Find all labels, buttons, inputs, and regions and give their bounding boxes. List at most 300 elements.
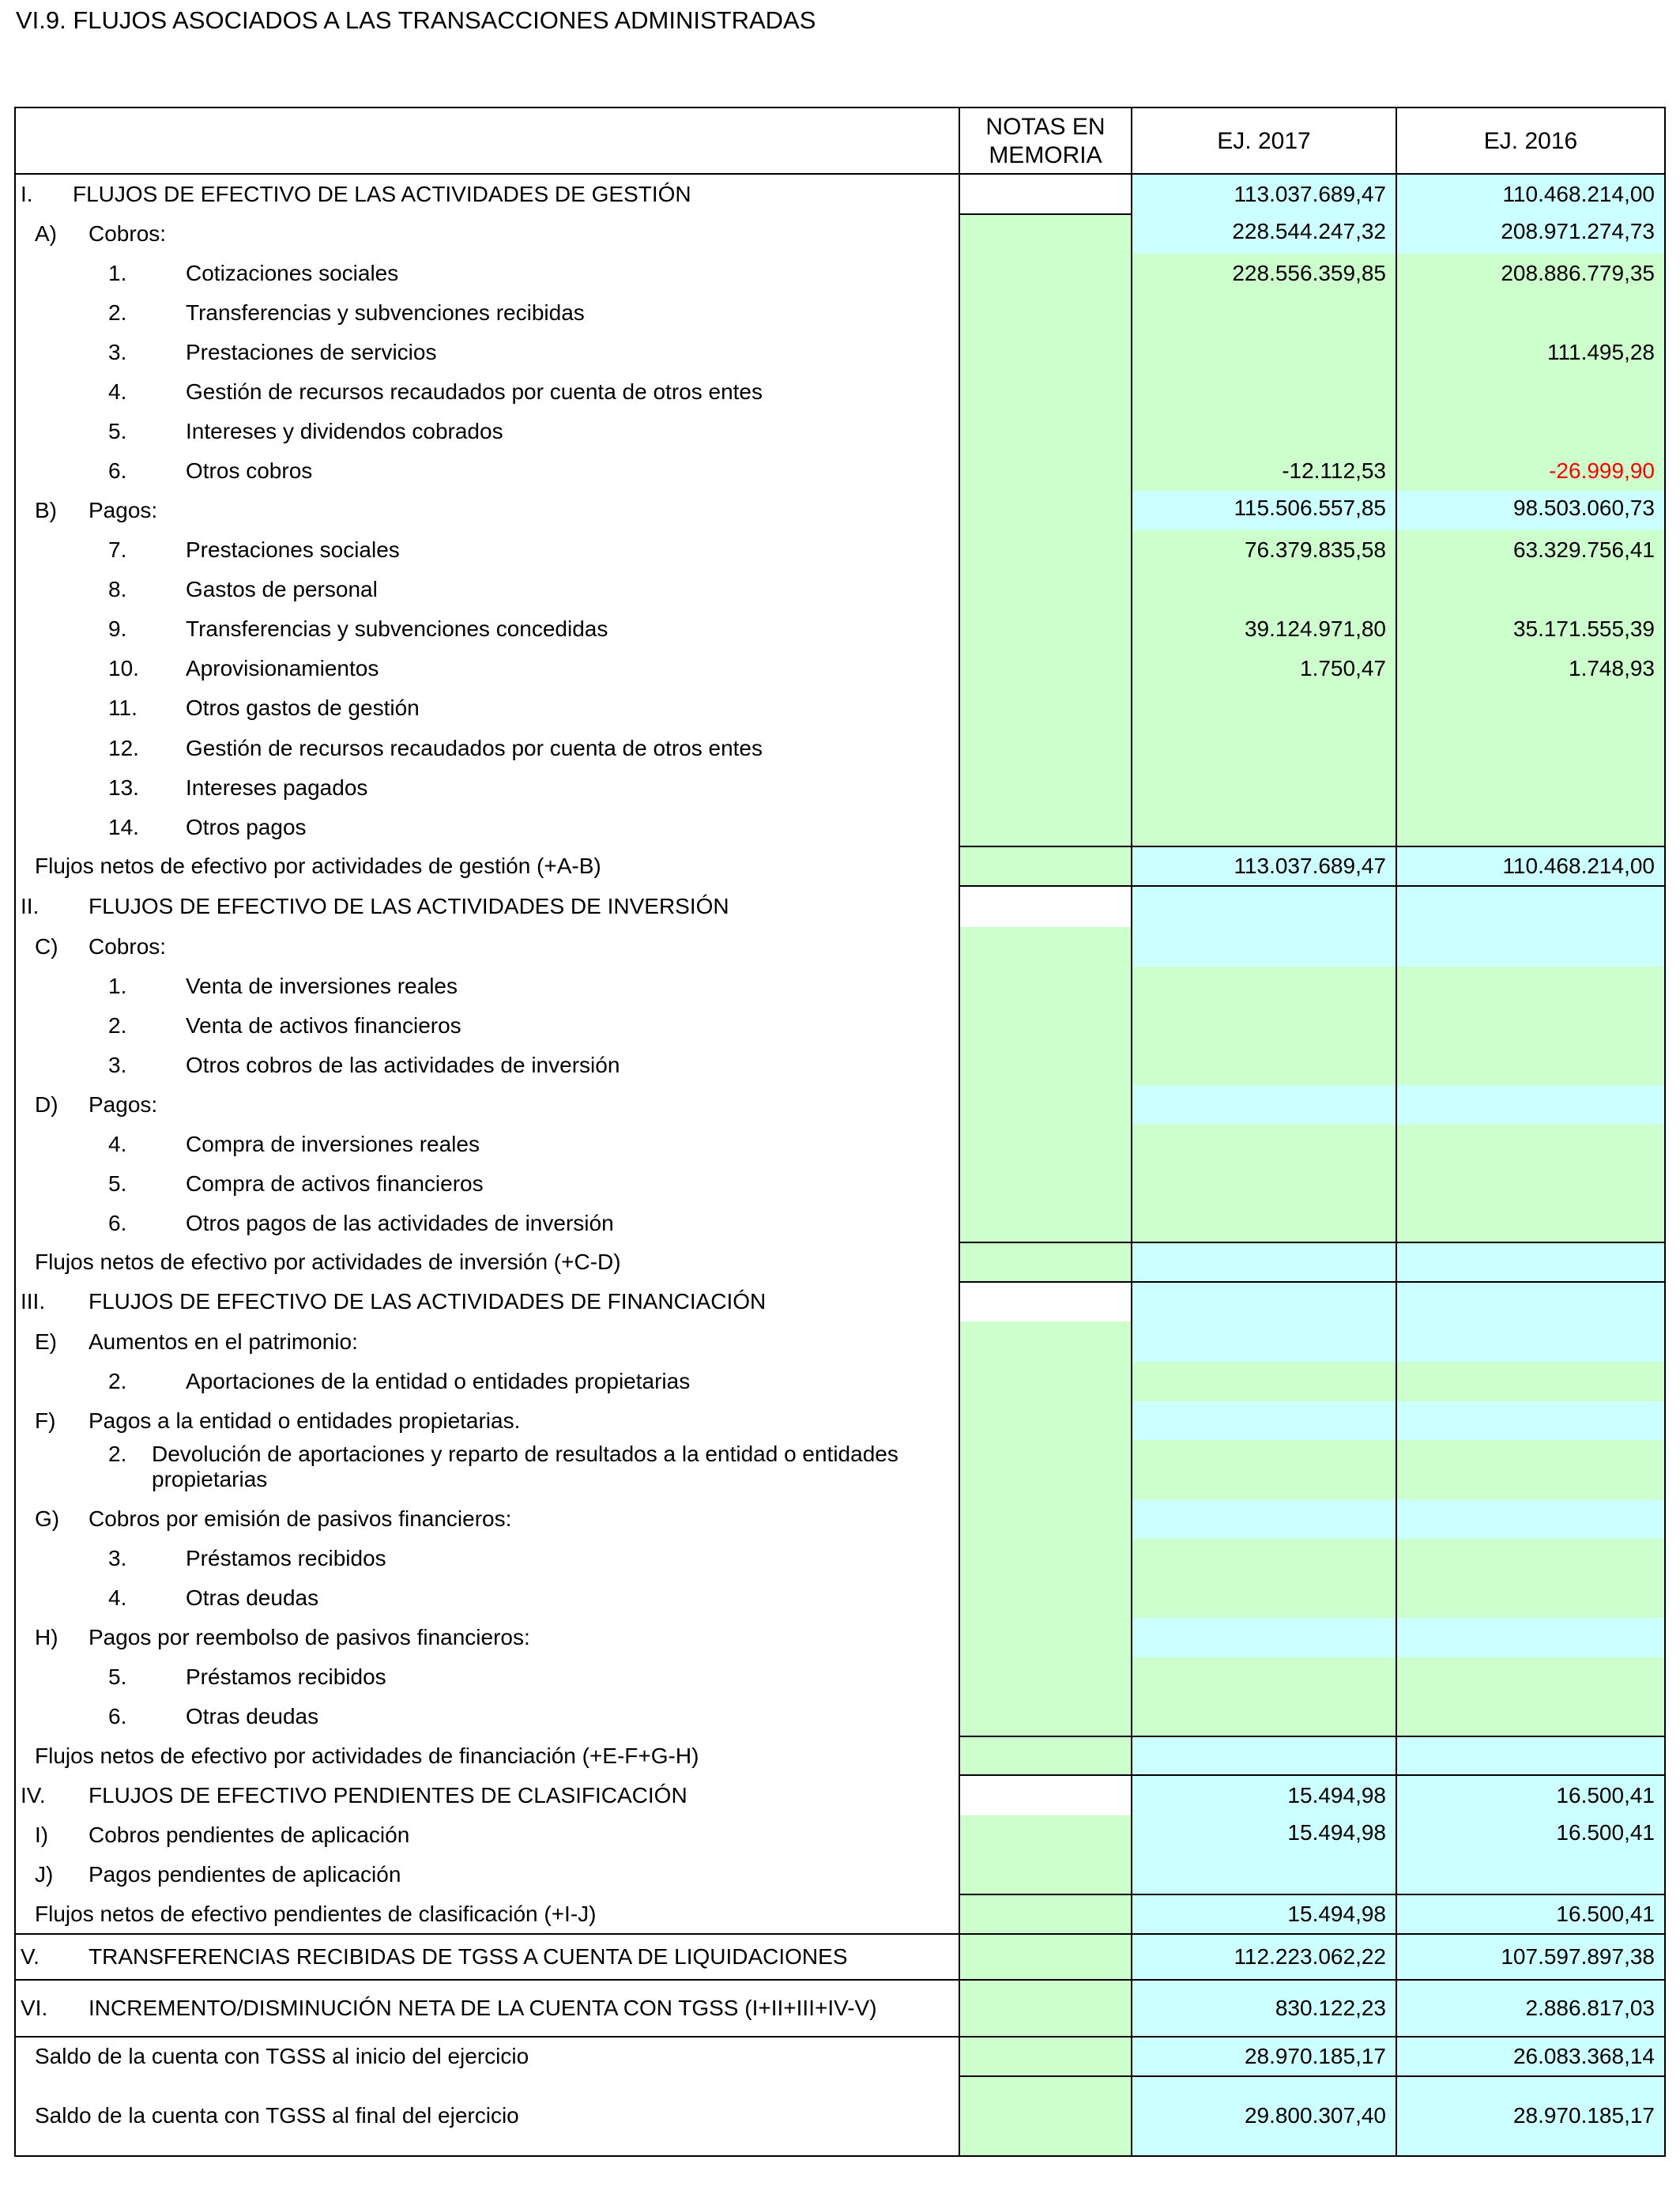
ej2016-cell	[1397, 1736, 1664, 1775]
row-code: 11.	[108, 696, 137, 720]
row-label: Prestaciones sociales	[186, 537, 400, 562]
row-rule	[16, 1933, 1664, 1935]
ej2017-cell	[1132, 451, 1396, 491]
row-label: Flujos netos de efectivo pendientes de clasificación (+I-J)	[35, 1902, 597, 1926]
notas-cell	[960, 1618, 1131, 1657]
row-rule	[960, 1281, 1664, 1283]
notas-cell	[960, 609, 1131, 649]
table-row	[16, 530, 1664, 570]
header-notas-line2: MEMORIA	[989, 141, 1102, 168]
ej2016-cell	[1397, 1934, 1664, 1980]
value-2017: 228.556.359,85	[1232, 260, 1386, 285]
table-row	[16, 570, 1664, 609]
ej2016-cell	[1397, 886, 1664, 927]
ej2017-cell	[1132, 1618, 1396, 1657]
row-rule	[960, 846, 1664, 847]
row-code: A)	[35, 221, 57, 246]
notas-cell	[960, 1085, 1131, 1125]
ej2016-cell	[1397, 1499, 1664, 1539]
ej2017-cell	[1132, 688, 1396, 728]
table-row	[16, 333, 1664, 372]
value-2017: 28.970.185,17	[1244, 2044, 1386, 2068]
ej2016-cell	[1397, 174, 1664, 214]
table-row	[16, 609, 1664, 649]
value-2017: -12.112,53	[1282, 458, 1386, 483]
row-code: II.	[21, 894, 40, 918]
notas-cell	[960, 2076, 1131, 2155]
notas-cell	[960, 1006, 1131, 1046]
value-2016: 111.495,28	[1547, 340, 1655, 364]
row-label: FLUJOS DE EFECTIVO DE LAS ACTIVIDADES DE GESTIÓN	[73, 181, 691, 206]
row-label: Venta de activos financieros	[186, 1013, 461, 1038]
ej2016-cell	[1397, 1815, 1664, 1855]
ej2016-cell	[1397, 1539, 1664, 1578]
value-2016: 98.503.060,73	[1512, 496, 1655, 520]
value-2016: 63.329.756,41	[1512, 537, 1655, 562]
ej2017-cell	[1132, 1164, 1396, 1204]
ej2016-cell	[1397, 2037, 1664, 2076]
table-row	[16, 967, 1664, 1006]
ej2016-cell	[1397, 214, 1664, 254]
value-2016: 16.500,41	[1556, 1782, 1655, 1808]
ej2017-cell	[1132, 491, 1396, 530]
ej2016-cell	[1397, 1401, 1664, 1440]
row-code: 2.	[108, 1013, 127, 1038]
notas-cell	[960, 1815, 1131, 1855]
row-rule	[16, 2036, 1664, 2038]
table-row	[16, 1539, 1664, 1578]
ej2016-cell	[1397, 1085, 1664, 1125]
notas-cell	[960, 1125, 1131, 1164]
table-row	[16, 2037, 1664, 2076]
row-label: Venta de inversiones reales	[186, 974, 458, 998]
row-label: Otros cobros de las actividades de inversión	[186, 1053, 620, 1077]
ej2016-cell	[1397, 1440, 1664, 1499]
table-row	[16, 808, 1664, 846]
row-code: 6.	[108, 458, 127, 483]
notas-cell	[960, 451, 1131, 491]
row-label: Otros cobros	[186, 458, 313, 483]
ej2017-cell	[1132, 1321, 1396, 1362]
header-ej2017: EJ. 2017	[1217, 127, 1311, 154]
row-code: 10.	[108, 656, 139, 680]
row-rule	[960, 1736, 1664, 1737]
ej2017-cell	[1132, 1539, 1396, 1578]
row-code: 1.	[108, 260, 127, 285]
row-label: Compra de activos financieros	[186, 1171, 484, 1196]
value-2017: 830.122,23	[1275, 1996, 1386, 2020]
row-label: Otras deudas	[186, 1704, 319, 1728]
row-label: Saldo de la cuenta con TGSS al inicio del ejercicio	[35, 2044, 529, 2068]
ej2017-cell	[1132, 1046, 1396, 1085]
table-row	[16, 1736, 1664, 1775]
notas-cell	[960, 292, 1131, 333]
row-code: 4.	[108, 1132, 127, 1156]
ej2016-cell	[1397, 728, 1664, 768]
table-row	[16, 1578, 1664, 1618]
row-rule	[16, 1979, 1664, 1981]
row-rule	[960, 1774, 1664, 1776]
notas-cell	[960, 1204, 1131, 1242]
row-label: Devolución de aportaciones y reparto de resultados a la entidad o entidades propietarias	[152, 1442, 898, 1491]
value-2017: 15.494,98	[1287, 1902, 1386, 1926]
header-notas-line1: NOTAS EN	[985, 113, 1106, 140]
row-label: Cobros pendientes de aplicación	[89, 1823, 410, 1847]
notas-cell	[960, 967, 1131, 1006]
table-row	[16, 1980, 1664, 2037]
table-row	[16, 1282, 1664, 1321]
table-row	[16, 1499, 1664, 1539]
value-2016: 110.468.214,00	[1502, 854, 1655, 878]
ej2017-cell	[1132, 530, 1396, 570]
row-code: 9.	[108, 616, 127, 641]
ej2016-cell	[1397, 333, 1664, 372]
ej2017-cell	[1132, 846, 1396, 886]
row-code: 14.	[108, 814, 139, 839]
ej2017-cell	[1132, 1401, 1396, 1440]
row-code: D)	[35, 1092, 58, 1117]
ej2017-cell	[1132, 927, 1396, 967]
row-code: 3.	[108, 1546, 127, 1570]
value-2016: -26.999,90	[1549, 458, 1655, 483]
notas-cell	[960, 254, 1131, 292]
ej2017-cell	[1132, 1006, 1396, 1046]
row-label: Flujos netos de efectivo por actividades de financiación (+E-F+G-H)	[35, 1743, 699, 1768]
ej2017-cell	[1132, 1242, 1396, 1282]
table-row	[16, 1006, 1664, 1046]
row-code: 1.	[108, 974, 127, 998]
ej2016-cell	[1397, 808, 1664, 846]
ej2016-cell	[1397, 649, 1664, 688]
ej2017-cell	[1132, 609, 1396, 649]
table-row	[16, 254, 1664, 292]
row-label: Otras deudas	[186, 1585, 319, 1610]
row-label: Gastos de personal	[186, 577, 378, 601]
row-label: Intereses pagados	[186, 775, 368, 800]
table-row	[16, 174, 1664, 214]
row-code: 8.	[108, 577, 127, 601]
ej2017-cell	[1132, 768, 1396, 808]
table-row	[16, 886, 1664, 927]
table-header	[16, 108, 1664, 174]
ej2017-cell	[1132, 1697, 1396, 1736]
row-rule	[960, 213, 1132, 215]
notas-cell	[960, 1401, 1131, 1440]
row-code: E)	[35, 1329, 57, 1354]
value-2016: 107.597.897,38	[1501, 1944, 1655, 1969]
ej2016-cell	[1397, 372, 1664, 412]
row-label: Otros gastos de gestión	[186, 696, 420, 720]
value-2016: 2.886.817,03	[1525, 1996, 1655, 2020]
row-label: Préstamos recibidos	[186, 1664, 386, 1689]
ej2017-cell	[1132, 1736, 1396, 1775]
value-2017: 228.544.247,32	[1232, 219, 1386, 243]
row-code: 5.	[108, 1171, 127, 1196]
value-2016: 1.748,93	[1569, 656, 1655, 680]
ej2017-cell	[1132, 372, 1396, 412]
ej2016-cell	[1397, 846, 1664, 886]
row-code: 7.	[108, 537, 127, 562]
ej2017-cell	[1132, 174, 1396, 214]
ej2016-cell	[1397, 1578, 1664, 1618]
row-label: Cobros por emisión de pasivos financieros:	[89, 1506, 512, 1531]
table-row	[16, 1657, 1664, 1697]
row-code: F)	[35, 1408, 56, 1433]
notas-cell	[960, 846, 1131, 886]
row-code: I.	[21, 181, 33, 206]
row-code: 2.	[108, 1442, 127, 1466]
ej2017-cell	[1132, 333, 1396, 372]
table-row	[16, 1855, 1664, 1894]
notas-cell	[960, 1440, 1131, 1499]
value-2017: 115.506.557,85	[1234, 496, 1386, 520]
ej2017-cell	[1132, 1815, 1396, 1855]
ej2017-cell	[1132, 2076, 1396, 2155]
notas-cell	[960, 886, 1131, 927]
ej2016-cell	[1397, 2076, 1664, 2155]
notas-cell	[960, 649, 1131, 688]
row-rule	[960, 1894, 1664, 1895]
row-label: Otros pagos de las actividades de inversión	[186, 1210, 614, 1235]
row-code: 3.	[108, 340, 127, 364]
ej2017-cell	[1132, 1980, 1396, 2037]
row-rule	[960, 1242, 1664, 1243]
row-label: FLUJOS DE EFECTIVO PENDIENTES DE CLASIFICACIÓN	[89, 1782, 687, 1808]
table-row	[16, 372, 1664, 412]
ej2016-cell	[1397, 927, 1664, 967]
notas-cell	[960, 491, 1131, 530]
ej2016-cell	[1397, 254, 1664, 292]
notas-cell	[960, 1539, 1131, 1578]
value-2017: 113.037.689,47	[1234, 854, 1386, 878]
column-rule	[1131, 108, 1132, 2155]
header-notas	[960, 108, 1131, 174]
ej2016-cell	[1397, 967, 1664, 1006]
table-row	[16, 1125, 1664, 1164]
row-label: Gestión de recursos recaudados por cuenta de otros entes	[186, 379, 763, 404]
row-label: Flujos netos de efectivo por actividades de inversión (+C-D)	[35, 1250, 621, 1274]
value-2016: 16.500,41	[1556, 1820, 1655, 1845]
notas-cell	[960, 1499, 1131, 1539]
notas-cell	[960, 333, 1131, 372]
notas-cell	[960, 530, 1131, 570]
notas-cell	[960, 1934, 1131, 1980]
notas-cell	[960, 1855, 1131, 1894]
row-label: Saldo de la cuenta con TGSS al final del ejercicio	[35, 2103, 519, 2128]
notas-cell	[960, 570, 1131, 609]
ej2017-cell	[1132, 1282, 1396, 1321]
table-row	[16, 768, 1664, 808]
notas-cell	[960, 1282, 1131, 1321]
ej2017-cell	[1132, 1578, 1396, 1618]
value-2017: 15.494,98	[1287, 1782, 1386, 1808]
ej2017-cell	[1132, 412, 1396, 451]
ej2017-cell	[1132, 1934, 1396, 1980]
table-row	[16, 214, 1664, 254]
header-ej2016: EJ. 2016	[1483, 127, 1578, 154]
ej2016-cell	[1397, 1697, 1664, 1736]
value-2016: 28.970.185,17	[1512, 2103, 1655, 2128]
notas-cell	[960, 1980, 1131, 2037]
row-label: Pagos por reembolso de pasivos financieros:	[89, 1625, 530, 1649]
ej2017-cell	[1132, 1499, 1396, 1539]
row-label: Aumentos en el patrimonio:	[89, 1329, 358, 1354]
row-label: Transferencias y subvenciones concedidas	[186, 616, 608, 641]
notas-cell	[960, 768, 1131, 808]
row-label: Transferencias y subvenciones recibidas	[186, 300, 585, 325]
ej2017-cell	[1132, 2037, 1396, 2076]
notas-cell	[960, 174, 1131, 214]
ej2016-cell	[1397, 1242, 1664, 1282]
table-row	[16, 1204, 1664, 1242]
row-label: Intereses y dividendos cobrados	[186, 419, 503, 443]
row-label: Cotizaciones sociales	[186, 260, 399, 285]
ej2016-cell	[1397, 530, 1664, 570]
ej2016-cell	[1397, 768, 1664, 808]
table-row	[16, 1164, 1664, 1204]
ej2017-cell	[1132, 214, 1396, 254]
notas-cell	[960, 1321, 1131, 1362]
row-code: III.	[21, 1289, 46, 1314]
table-row	[16, 1440, 1664, 1499]
row-label: Pagos:	[89, 498, 158, 522]
notas-cell	[960, 808, 1131, 846]
row-code: G)	[35, 1506, 60, 1531]
table-row	[16, 412, 1664, 451]
value-2016: 208.971.274,73	[1501, 219, 1655, 243]
notas-cell	[960, 1242, 1131, 1282]
row-rule	[16, 173, 1664, 175]
row-code: 5.	[108, 1664, 127, 1689]
ej2016-cell	[1397, 491, 1664, 530]
notas-cell	[960, 2037, 1131, 2076]
column-rule	[959, 108, 960, 2155]
notas-cell	[960, 1775, 1131, 1815]
row-code: 2.	[108, 300, 127, 325]
row-label: INCREMENTO/DISMINUCIÓN NETA DE LA CUENTA CON TGSS (I+II+III+IV-V)	[89, 1996, 877, 2020]
ej2016-cell	[1397, 1657, 1664, 1697]
row-rule	[960, 885, 1664, 887]
table-row	[16, 1321, 1664, 1362]
row-code: C)	[35, 934, 58, 959]
row-label: Gestión de recursos recaudados por cuenta de otros entes	[186, 735, 763, 760]
row-code: 13.	[108, 775, 139, 800]
row-code: 6.	[108, 1210, 127, 1235]
row-code: 4.	[108, 1585, 127, 1610]
ej2016-cell	[1397, 688, 1664, 728]
value-2017: 29.800.307,40	[1244, 2103, 1386, 2128]
ej2017-cell	[1132, 1125, 1396, 1164]
ej2016-cell	[1397, 1980, 1664, 2037]
table-row	[16, 1362, 1664, 1401]
value-2016: 35.171.555,39	[1512, 616, 1655, 641]
notas-cell	[960, 688, 1131, 728]
value-2016: 26.083.368,14	[1512, 2044, 1655, 2068]
ej2017-cell	[1132, 967, 1396, 1006]
table-row	[16, 846, 1664, 886]
row-code: 3.	[108, 1053, 127, 1077]
row-label: Cobros:	[89, 221, 167, 246]
row-code: VI.	[21, 1996, 48, 2020]
row-label: Pagos pendientes de aplicación	[89, 1862, 401, 1887]
ej2017-cell	[1132, 1362, 1396, 1401]
row-label: Pagos:	[89, 1092, 158, 1117]
row-code: 12.	[108, 735, 139, 760]
row-code: 4.	[108, 379, 127, 404]
notas-cell	[960, 1578, 1131, 1618]
table-row	[16, 1046, 1664, 1085]
ej2017-cell	[1132, 1894, 1396, 1934]
value-2017: 112.223.062,22	[1234, 1944, 1386, 1969]
notas-cell	[960, 927, 1131, 967]
ej2017-cell	[1132, 1855, 1396, 1894]
value-2016: 16.500,41	[1556, 1902, 1655, 1926]
table-row	[16, 2076, 1664, 2155]
ej2016-cell	[1397, 1282, 1664, 1321]
ej2016-cell	[1397, 1894, 1664, 1934]
notas-cell	[960, 372, 1131, 412]
ej2016-cell	[1397, 292, 1664, 333]
ej2017-cell	[1132, 1440, 1396, 1499]
notas-cell	[960, 1697, 1131, 1736]
table-row	[16, 649, 1664, 688]
cash-flow-table	[14, 107, 1666, 2157]
row-label: TRANSFERENCIAS RECIBIDAS DE TGSS A CUENTA DE LIQUIDACIONES	[89, 1944, 848, 1969]
notas-cell	[960, 1657, 1131, 1697]
table-row	[16, 1815, 1664, 1855]
ej2017-cell	[1132, 1657, 1396, 1697]
ej2016-cell	[1397, 570, 1664, 609]
notas-cell	[960, 1736, 1131, 1775]
ej2016-cell	[1397, 1362, 1664, 1401]
row-code: 2.	[108, 1369, 127, 1393]
row-label: Pagos a la entidad o entidades propietarias.	[89, 1408, 521, 1433]
ej2016-cell	[1397, 1321, 1664, 1362]
ej2016-cell	[1397, 1125, 1664, 1164]
row-label: Cobros:	[89, 934, 167, 959]
row-label: Préstamos recibidos	[186, 1546, 386, 1570]
row-label: Otros pagos	[186, 814, 307, 839]
table-row	[16, 688, 1664, 728]
value-2017: 113.037.689,47	[1234, 181, 1386, 206]
ej2016-cell	[1397, 1618, 1664, 1657]
ej2016-cell	[1397, 609, 1664, 649]
row-label: Compra de inversiones reales	[186, 1132, 480, 1156]
notas-cell	[960, 1362, 1131, 1401]
notas-cell	[960, 1164, 1131, 1204]
ej2016-cell	[1397, 1006, 1664, 1046]
row-label: FLUJOS DE EFECTIVO DE LAS ACTIVIDADES DE FINANCIACIÓN	[89, 1289, 767, 1314]
table-row	[16, 1697, 1664, 1736]
table-row	[16, 1934, 1664, 1980]
ej2016-cell	[1397, 412, 1664, 451]
ej2016-cell	[1397, 1204, 1664, 1242]
ej2016-cell	[1397, 451, 1664, 491]
row-code: H)	[35, 1625, 58, 1649]
ej2017-cell	[1132, 808, 1396, 846]
value-2017: 39.124.971,80	[1244, 616, 1386, 641]
table-row	[16, 927, 1664, 967]
notas-cell	[960, 412, 1131, 451]
notas-cell	[960, 1894, 1131, 1934]
row-code: 6.	[108, 1704, 127, 1728]
ej2017-cell	[1132, 1775, 1396, 1815]
table-row	[16, 1618, 1664, 1657]
row-label: FLUJOS DE EFECTIVO DE LAS ACTIVIDADES DE INVERSIÓN	[89, 894, 729, 918]
row-code: 5.	[108, 419, 127, 443]
row-code: I)	[35, 1823, 49, 1847]
page-title: VI.9. FLUJOS ASOCIADOS A LAS TRANSACCIONES ADMINISTRADAS	[16, 6, 816, 34]
